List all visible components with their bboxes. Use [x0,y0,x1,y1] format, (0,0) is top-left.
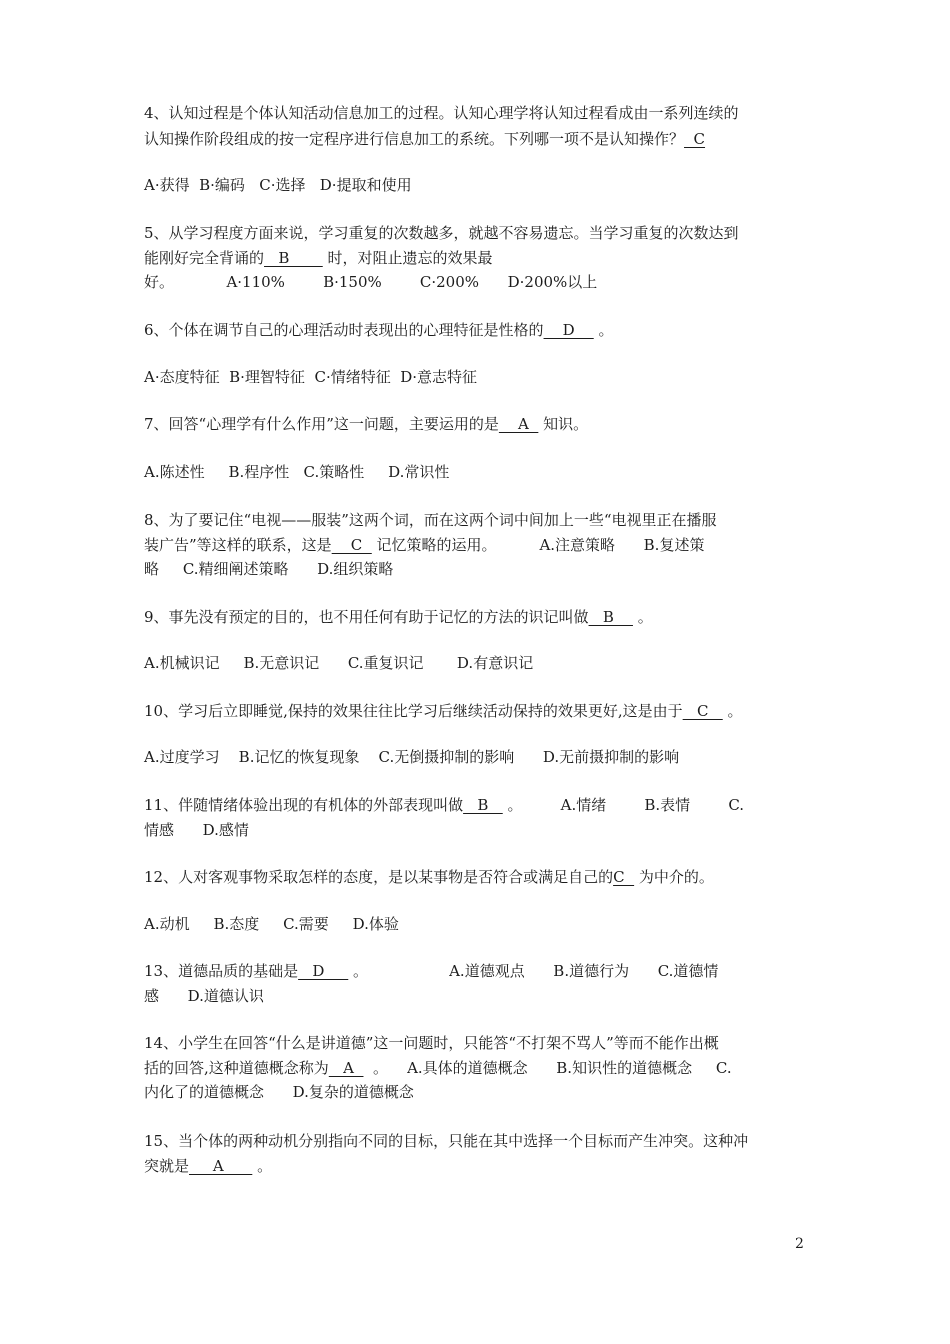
q14-stem-tail: 。 A.具体的道德概念 B.知识性的道德概念 C. [363,1059,732,1077]
page-number: 2 [795,1236,804,1252]
q4-stem-text: 认知操作阶段组成的按一定程序进行信息加工的系统。下列哪一项不是认知操作？ [144,130,685,148]
q8-stem-text: 装广告”等这样的联系，这是 [144,536,332,554]
q8-answer: C [331,536,372,554]
q12-stem-end: 为中介的。 [634,868,714,886]
q9-options: A.机械识记 B.无意识记 C.重复识记 D.有意识记 [144,654,534,672]
q6-options: A·态度特征 B·理智特征 C·情绪特征 D·意志特征 [144,368,478,386]
q7-stem [144,414,588,434]
q4-answer: C [684,130,706,148]
q7-stem-end: 知识。 [538,415,589,433]
q11-stem-line1 [144,795,744,815]
q9-answer: B [588,608,633,626]
q14-stem-line3: 内化了的道德概念 D.复杂的道德概念 [144,1083,414,1101]
q11-stem-tail: 。 A.情绪 B.表情 C. [502,796,745,814]
q14-stem-line2 [144,1058,732,1078]
q9-stem-text: 9、事先没有预定的目的，也不用任何有助于记忆的方法的识记叫做 [144,608,589,626]
q12-stem-text: 12、人对客观事物采取怎样的态度，是以某事物是否符合或满足自己的 [144,868,614,886]
q14-stem-line1: 14、小学生在回答“什么是讲道德”这一问题时，只能答“不打架不骂人”等而不能作出概 [144,1034,719,1052]
q7-stem-text: 7、回答“心理学有什么作用”这一问题，主要运用的是 [144,415,499,433]
q13-stem-line2: 感 D.道德认识 [144,987,264,1005]
q8-stem-line3: 略 C.精细阐述策略 D.组织策略 [144,560,394,578]
q10-options: A.过度学习 B.记忆的恢复现象 C.无倒摄抑制的影响 D.无前摄抑制的影响 [144,748,680,766]
q10-stem [144,701,743,721]
q12-answer: C [613,868,635,886]
q5-stem-line2 [144,248,493,268]
q4-options: A·获得 B·编码 C·选择 D·提取和使用 [144,176,412,194]
q15-stem-line2 [144,1156,272,1176]
q10-stem-end: 。 [722,702,743,720]
q15-stem-end: 。 [252,1157,273,1175]
q4-stem-line1: 4、认知过程是个体认知活动信息加工的过程。认知心理学将认知过程看成由一系列连续的 [144,104,739,122]
q12-options: A.动机 B.态度 C.需要 D.体验 [144,915,399,933]
q13-stem-tail: 。 A.道德观点 B.道德行为 C.道德情 [348,962,719,980]
q8-stem-tail: 记忆策略的运用。 A.注意策略 B.复述策 [371,536,705,554]
q6-stem-end: 。 [593,321,614,339]
q15-answer: A [189,1157,253,1175]
q10-answer: C [682,702,723,720]
q9-stem-end: 。 [632,608,653,626]
q5-answer: B [264,249,323,267]
q13-stem-line1 [144,961,718,981]
q6-stem [144,320,614,340]
q13-answer: D [298,962,349,980]
q13-stem-text: 13、道德品质的基础是 [144,962,299,980]
q8-stem-line1: 8、为了要记住“电视——服装”这两个词，而在这两个词中间加上一些“电视里正在播服 [144,511,717,529]
q5-stem-tail: 时，对阻止遗忘的效果最 [322,249,493,267]
q11-stem-text: 11、伴随情绪体验出现的有机体的外部表现叫做 [144,796,464,814]
q15-stem-text: 突就是 [144,1157,190,1175]
q10-stem-text: 10、学习后立即睡觉,保持的效果往往比学习后继续活动保持的效果更好,这是由于 [144,702,683,720]
q9-stem [144,607,653,627]
q8-stem-line2 [144,535,704,555]
q15-stem-line1: 15、当个体的两种动机分别指向不同的目标，只能在其中选择一个目标而产生冲突。这种冲 [144,1132,749,1150]
q6-answer: D [543,321,594,339]
q6-stem-text: 6、个体在调节自己的心理活动时表现出的心理特征是性格的 [144,321,544,339]
q5-stem-line1: 5、从学习程度方面来说，学习重复的次数越多，就越不容易遗忘。当学习重复的次数达到 [144,224,739,242]
q11-stem-line2: 情感 D.感情 [144,821,249,839]
q7-answer: A [498,415,539,433]
q7-options: A.陈述性 B.程序性 C.策略性 D.常识性 [144,463,450,481]
q5-stem-line3: 好。 A·110% B·150% C·200% D·200%以上 [144,273,598,291]
q11-answer: B [463,796,503,814]
q5-stem-text: 能刚好完全背诵的 [144,249,265,267]
q14-stem-text: 括的回答,这种道德概念称为 [144,1059,329,1077]
q14-answer: A [328,1059,364,1077]
q4-stem-line2 [144,129,705,149]
q12-stem [144,867,714,887]
